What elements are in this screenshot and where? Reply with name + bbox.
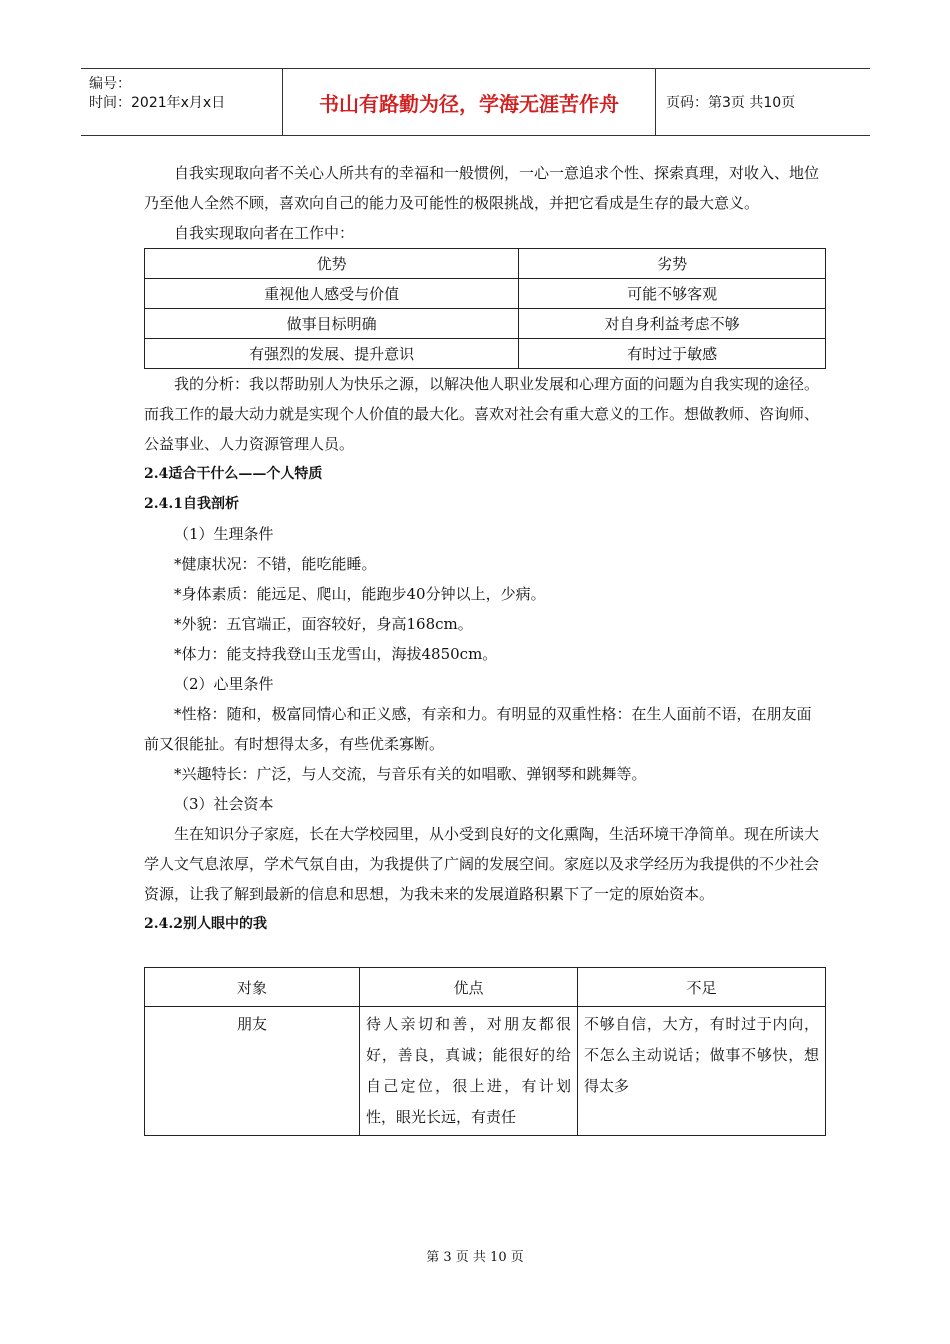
table-header-cell: 对象 — [145, 968, 360, 1007]
list-subtitle: （2）心里条件 — [174, 675, 274, 693]
document-time-label: 时间：2021年x月x日 — [89, 95, 226, 111]
table-header-cell: 不足 — [578, 968, 826, 1007]
list-subtitle: （1）生理条件 — [174, 525, 274, 543]
paragraph: 自我实现取向者不关心人所共有的幸福和一般惯例，一心一意追求个性、探索真理，对收入、地位乃至他人全然不顾，喜欢向自己的能力及可能性的极限挑战，并把它看成是生存的最大意义。 — [144, 164, 820, 212]
header-motto: 书山有路勤为径，学海无涯苦作舟 — [283, 69, 656, 135]
table-header-cell: 劣势 — [519, 249, 826, 279]
list-item: *外貌：五官端正，面容较好，身高168cm。 — [174, 615, 473, 633]
header-meta — [81, 69, 283, 135]
section-heading: 2.4适合干什么——个人特质 — [144, 466, 323, 482]
table-row — [145, 279, 826, 309]
table-cell: 对自身利益考虑不够 — [519, 309, 826, 339]
paragraph: 自我实现取向者在工作中： — [174, 224, 355, 242]
table-row — [145, 1007, 826, 1136]
table-cell: 待人亲切和善，对朋友都很好，善良，真诚；能很好的给自己定位，很上进，有计划性，眼光长远，有责任 — [360, 1007, 578, 1136]
page-header — [81, 68, 870, 136]
table-cell: 有时过于敏感 — [519, 339, 826, 369]
table-row — [145, 309, 826, 339]
table-header-row — [145, 968, 826, 1007]
table-header-cell: 优点 — [360, 968, 578, 1007]
table-cell: 有强烈的发展、提升意识 — [145, 339, 519, 369]
paragraph: 我的分析：我以帮助别人为快乐之源，以解决他人职业发展和心理方面的问题为自我实现的途径。而我工作的最大动力就是实现个人价值的最大化。喜欢对社会有重大意义的工作。想做教师、咨询师、公益事业、人力资源管理人员。 — [144, 375, 820, 453]
list-item: *健康状况：不错，能吃能睡。 — [174, 555, 377, 573]
table-cell: 重视他人感受与价值 — [145, 279, 519, 309]
page-footer: 第 3 页 共 10 页 — [426, 1250, 524, 1265]
strengths-weaknesses-table — [144, 248, 826, 369]
document-number-label: 编号： — [89, 76, 131, 92]
table-cell: 不够自信，大方，有时过于内向，不怎么主动说话；做事不够快，想得太多 — [578, 1007, 826, 1136]
table-row — [145, 339, 826, 369]
list-item: *身体素质：能远足、爬山，能跑步40分钟以上，少病。 — [174, 585, 546, 603]
list-item: *性格：随和，极富同情心和正义感，有亲和力。有明显的双重性格：在生人面前不语，在朋友面前又很能扯。有时想得太多，有些优柔寡断。 — [144, 705, 812, 753]
table-cell: 可能不够客观 — [519, 279, 826, 309]
paragraph: 生在知识分子家庭，长在大学校园里，从小受到良好的文化熏陶，生活环境干净简单。现在所读大学人文气息浓厚，学术气氛自由，为我提供了广阔的发展空间。家庭以及求学经历为我提供的不少社会资源，让我了解到最新的信息和思想，为我未来的发展道路积累下了一定的原始资本。 — [144, 825, 820, 903]
list-item: *兴趣特长：广泛，与人交流，与音乐有关的如唱歌、弹钢琴和跳舞等。 — [174, 765, 647, 783]
table-header-cell: 优势 — [145, 249, 519, 279]
table-header-row — [145, 249, 826, 279]
others-view-table — [144, 967, 826, 1136]
list-subtitle: （3）社会资本 — [174, 795, 274, 813]
table-cell: 做事目标明确 — [145, 309, 519, 339]
subsection-heading: 2.4.2别人眼中的我 — [144, 916, 267, 932]
header-page-info: 页码：第3页 共10页 — [666, 95, 796, 111]
subsection-heading: 2.4.1自我剖析 — [144, 496, 239, 512]
table-cell: 朋友 — [145, 1007, 360, 1136]
list-item: *体力：能支持我登山玉龙雪山，海拔4850cm。 — [174, 645, 498, 663]
document-body — [144, 158, 826, 1136]
